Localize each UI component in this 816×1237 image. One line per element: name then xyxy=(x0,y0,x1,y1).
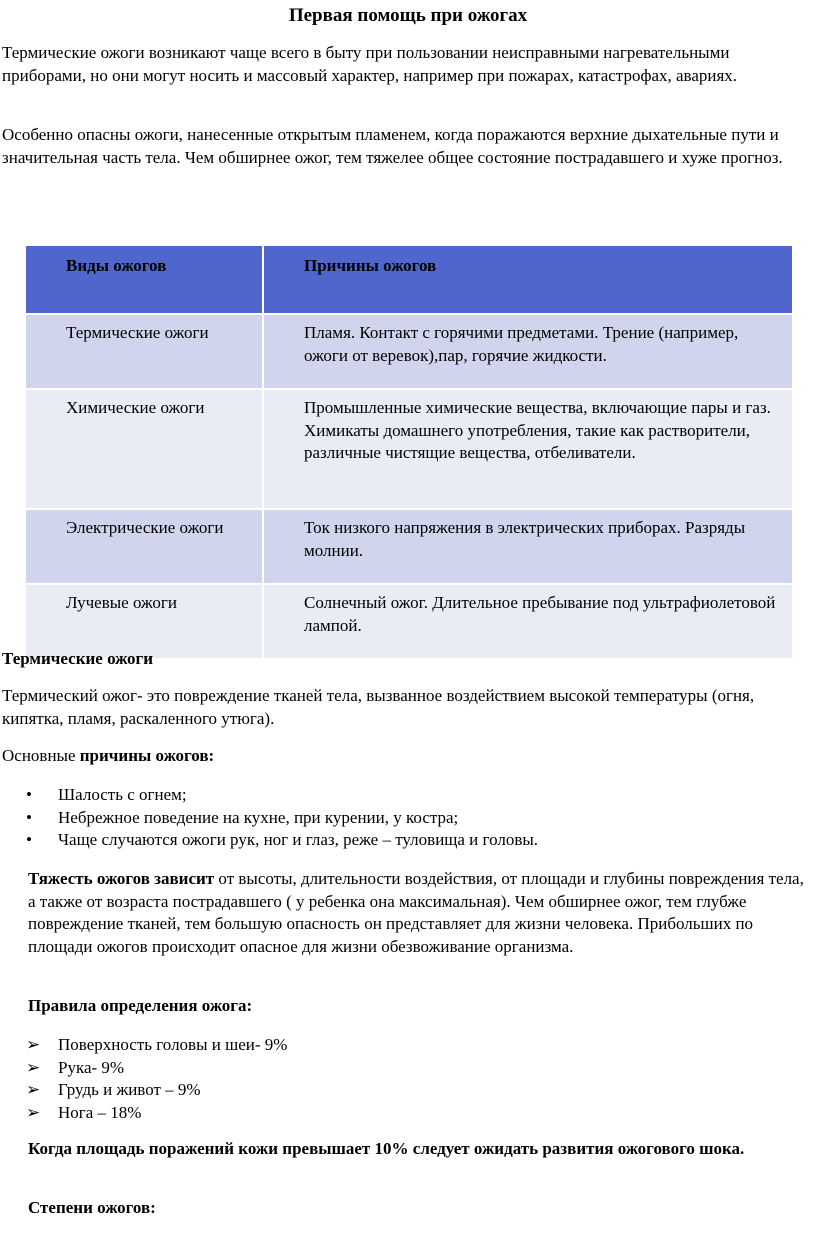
bullet-icon: • xyxy=(26,830,32,849)
table-header-causes: Причины ожогов xyxy=(263,245,793,314)
table-row xyxy=(25,314,793,389)
arrow-icon: ➢ xyxy=(26,1057,41,1077)
severity-bold: Тяжесть ожогов зависит xyxy=(28,869,215,888)
table-row xyxy=(25,509,793,584)
rules-heading: Правила определения ожога: xyxy=(28,996,253,1015)
severity-paragraph xyxy=(28,868,812,958)
table-cell-type: Термические ожоги xyxy=(25,314,263,389)
table-cell-cause: Солнечный ожог. Длительное пребывание под ультрафиолетовой лампой. xyxy=(263,584,793,659)
page-title: Первая помощь при ожогах xyxy=(288,5,528,26)
list-item: • Небрежное поведение на кухне, при курении, у костра; xyxy=(26,807,538,830)
table-cell-type: Лучевые ожоги xyxy=(25,584,263,659)
table-header-types: Виды ожогов xyxy=(25,245,263,314)
table-cell-cause: Промышленные химические вещества, включающие пары и газ. Химикаты домашнего употребления, такие как растворители, различные чистящие вещества, отбеливатели. xyxy=(263,389,793,509)
list-item: ➢ Поверхность головы и шеи- 9% xyxy=(26,1034,287,1057)
section-heading-thermal: Термические ожоги xyxy=(2,649,154,668)
list-item: ➢ Рука- 9% xyxy=(26,1057,287,1080)
intro-paragraph-2: Особенно опасны ожоги, нанесенные открытым пламенем, когда поражаются верхние дыхательные пути и значительная часть тела. Чем обширнее ожог, тем тяжелее общее состояние пострадавшего и хуже прогноз. xyxy=(2,125,783,167)
arrow-icon: ➢ xyxy=(26,1035,41,1054)
bullet-icon: • xyxy=(26,807,32,827)
list-item: ➢ Нога – 18% xyxy=(26,1102,287,1125)
table-cell-cause: Пламя. Контакт с горячими предметами. Трение (например, ожоги от веревок),пар, горячие жидкости. xyxy=(263,314,793,389)
table-row xyxy=(25,389,793,509)
causes-intro xyxy=(2,745,214,768)
shock-warning: Когда площадь поражений кожи превышает 10% следует ожидать развития ожогового шока. xyxy=(28,1139,745,1158)
table-cell-type: Химические ожоги xyxy=(25,389,263,509)
table-header-row xyxy=(25,245,793,314)
arrow-icon: ➢ xyxy=(26,1102,41,1122)
bullet-icon: • xyxy=(26,785,32,804)
list-item: • Шалость с огнем; xyxy=(26,784,538,807)
burn-types-table xyxy=(24,244,794,660)
causes-prefix: Основные xyxy=(2,746,80,765)
arrow-icon: ➢ xyxy=(26,1080,41,1099)
thermal-definition: Термический ожог- это повреждение тканей тела, вызванное воздействием высокой температуры (огня, кипятка, пламя, раскаленного утюга). xyxy=(2,686,755,728)
table-cell-type: Электрические ожоги xyxy=(25,509,263,584)
list-item: • Чаще случаются ожоги рук, ног и глаз, реже – туловища и головы. xyxy=(26,829,538,852)
intro-paragraph-1: Термические ожоги возникают чаще всего в быту при пользовании неисправными нагревательными приборами, но они могут носить и массовый характер, например при пожарах, катастрофах, авариях. xyxy=(2,43,738,85)
degrees-heading: Степени ожогов: xyxy=(28,1198,156,1217)
table-cell-cause: Ток низкого напряжения в электрических приборах. Разряды молнии. xyxy=(263,509,793,584)
rules-list xyxy=(26,1034,287,1124)
causes-bold: причины ожогов: xyxy=(79,746,215,765)
causes-list xyxy=(26,784,538,852)
list-item: ➢ Грудь и живот – 9% xyxy=(26,1079,287,1102)
severity-text: от высоты, длительности воздействия, от площади и глубины повреждения тела, а также от возраста пострадавшего ( у ребенка она максимальная). Чем обширнее ожог, тем глубже повреждение тканей, тем большую опасность он представляет для жизни человека. Прибольших по площади ожогов происходит опасное для жизни обезвоживание организма. xyxy=(28,869,804,956)
